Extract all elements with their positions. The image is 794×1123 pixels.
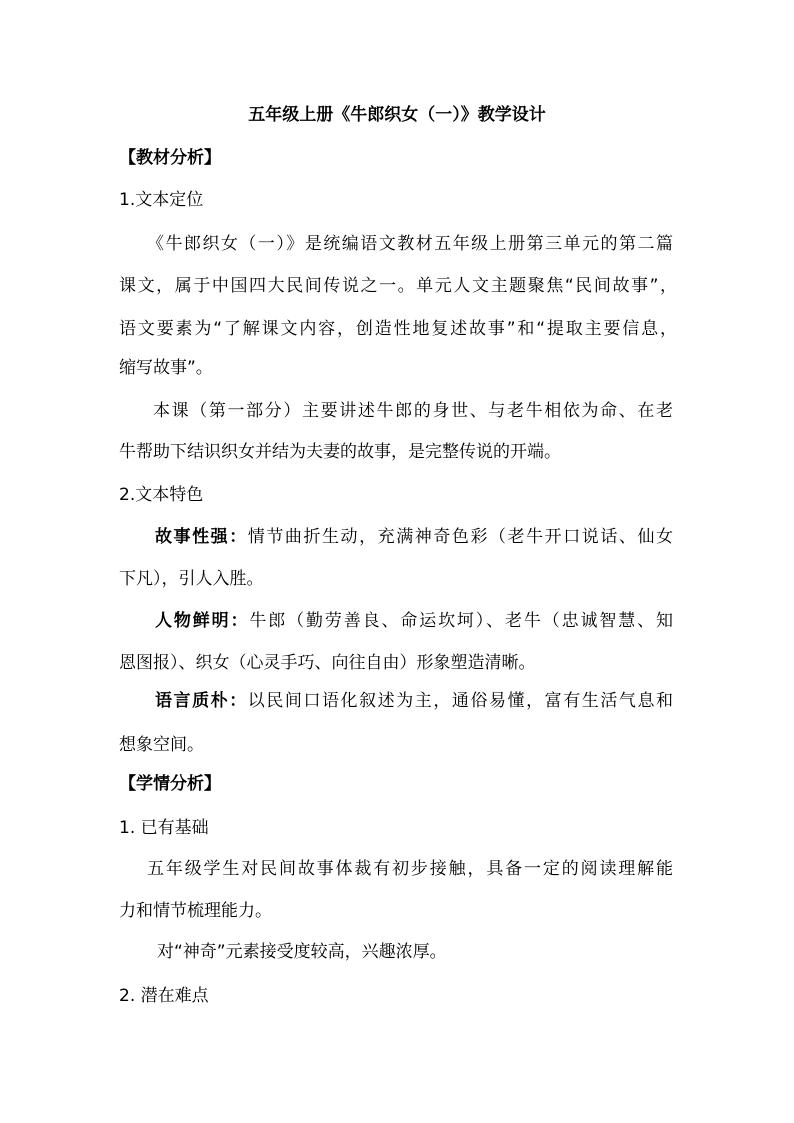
paragraph-line: 缩写故事”。	[119, 358, 213, 378]
feature-item-line	[155, 526, 673, 548]
paragraph-line: 对“神奇”元素接受度较高，兴趣浓厚。	[157, 942, 447, 962]
paragraph-line: 牛帮助下结识织女并结为夫妻的故事，是完整传说的开端。	[119, 442, 561, 462]
feature-text: 情节曲折生动，充满神奇色彩（老牛开口说话、仙女	[247, 527, 674, 547]
feature-label: 语言质朴：	[155, 691, 248, 711]
feature-item-line	[155, 690, 673, 712]
paragraph-line: 语文要素为“了解课文内容，创造性地复述故事”和“提取主要信息，	[119, 319, 677, 339]
feature-text: 以民间口语化叙述为主，通俗易懂，富有生活气息和	[247, 691, 674, 711]
feature-item-line	[155, 610, 673, 632]
feature-label: 人物鲜明：	[155, 611, 250, 631]
section-heading-learner-analysis: 【学情分析】	[119, 774, 221, 794]
feature-item-line: 想象空间。	[119, 735, 204, 755]
subheading-potential-difficulties: 2. 潜在难点	[119, 986, 209, 1006]
feature-label: 故事性强：	[155, 527, 248, 547]
paragraph-line: 《牛郎织女（一）》是统编语文教材五年级上册第三单元的第二篇	[147, 234, 673, 254]
feature-item-line: 下凡），引人入胜。	[119, 569, 264, 589]
paragraph-line: 课文，属于中国四大民间传说之一。单元人文主题聚焦“民间故事”，	[119, 276, 677, 296]
subheading-text-positioning: 1.文本定位	[119, 190, 204, 210]
document-title: 五年级上册《牛郎织女（一）》教学设计	[248, 105, 546, 125]
section-heading-textbook-analysis: 【教材分析】	[119, 148, 221, 168]
feature-item-line: 恩图报）、织女（心灵手巧、向往自由）形象塑造清晰。	[119, 653, 536, 673]
subheading-text-features: 2.文本特色	[119, 485, 204, 505]
subheading-existing-foundation: 1. 已有基础	[119, 818, 209, 838]
paragraph-line: 五年级学生对民间故事体裁有初步接触，具备一定的阅读理解能	[147, 859, 673, 879]
paragraph-line: 力和情节梳理能力。	[119, 901, 272, 921]
paragraph-line: 本课（第一部分）主要讲述牛郎的身世、与老牛相依为命、在老	[153, 401, 673, 421]
feature-text: 牛郎（勤劳善良、命运坎坷）、老牛（忠诚智慧、知	[249, 611, 674, 631]
